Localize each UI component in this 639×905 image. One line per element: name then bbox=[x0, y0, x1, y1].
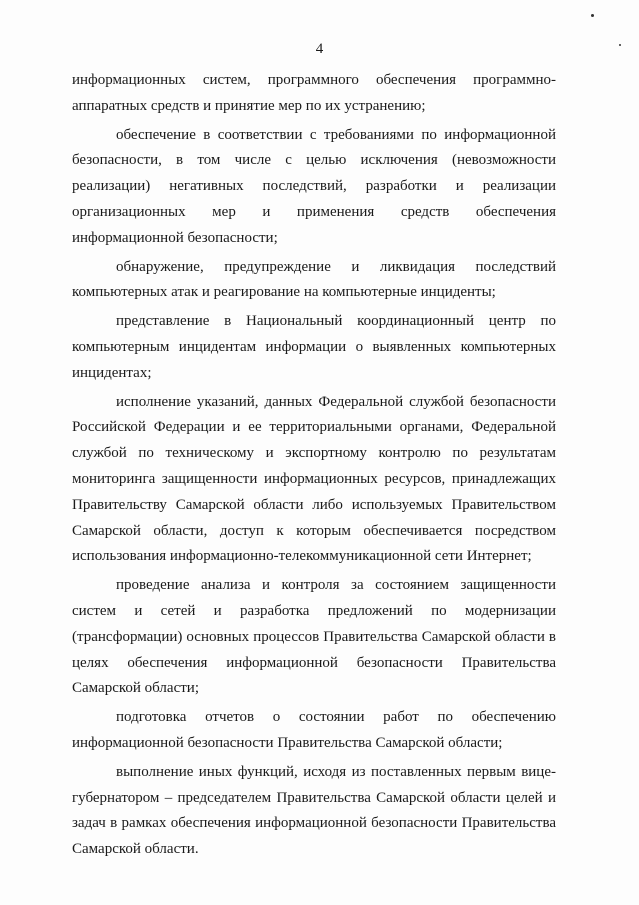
scan-speck bbox=[591, 14, 594, 17]
paragraph-list-item: представление в Национальный координационный центр по компьютерным инцидентам информации о выявленных компьютерных инцидентах; bbox=[72, 313, 556, 381]
page-number: 4 bbox=[315, 41, 324, 57]
paragraph-list-item: исполнение указаний, данных Федеральной службой безопасности Российской Федерации и ее территориальными органами, Федеральной службой по техническому и экспортному контролю по результатам мониторинга защищенности информационных ресурсов, принадлежащих Правительству Самарской области либо используемых Правительством Самарской области, доступ к которым обеспечивается посредством использования информационно-телекоммуникационной сети Интернет; bbox=[72, 393, 556, 565]
paragraph-continuation: информационных систем, программного обеспечения программно-аппаратных средств и принятие мер по их устранению; bbox=[72, 72, 556, 114]
paragraph-list-item: подготовка отчетов о состоянии работ по обеспечению информационной безопасности Правительства Самарской области; bbox=[72, 709, 556, 751]
document-body bbox=[72, 68, 556, 863]
paragraph-list-item: обнаружение, предупреждение и ликвидация последствий компьютерных атак и реагирование на компьютерные инциденты; bbox=[72, 258, 556, 301]
paragraph-list-item: обеспечение в соответствии с требованиями по информационной безопасности, в том числе с целью исключения (невозможности реализации) негативных последствий, разработки и реализации организационных мер и применения средств обеспечения информационной безопасности; bbox=[72, 126, 556, 246]
paragraph-list-item: проведение анализа и контроля за состоянием защищенности систем и сетей и разработка предложений по модернизации (трансформации) основных процессов Правительства Самарской области в целях обеспечения информационной безопасности Правительства Самарской области; bbox=[72, 577, 556, 697]
paragraph-list-item: выполнение иных функций, исходя из поставленных первым вице-губернатором – председателем Правительства Самарской области целей и задач в рамках обеспечения информационной безопасности Правительства Самарской области. bbox=[72, 763, 556, 858]
